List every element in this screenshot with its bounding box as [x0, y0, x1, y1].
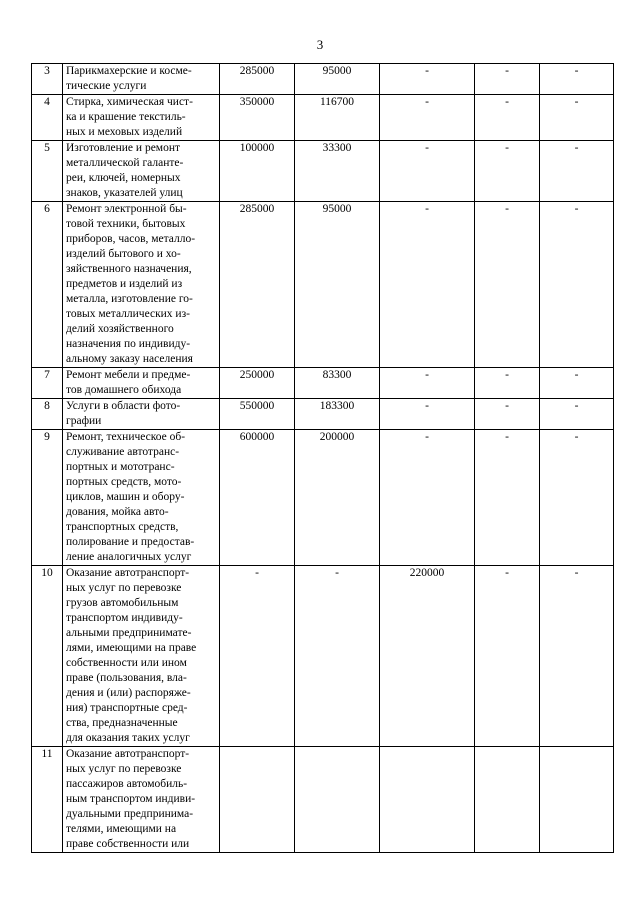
service-name-line: предметов и изделий из	[66, 278, 183, 290]
service-name-line: ление аналогичных услуг	[66, 551, 192, 563]
service-name-line: дования, мойка авто-	[66, 506, 169, 518]
service-name-cell	[63, 399, 220, 430]
service-name-line: Ремонт мебели и предме-	[66, 369, 191, 381]
service-name-line: ным транспортом индиви-	[66, 793, 196, 805]
value-cell-v2: 33300	[295, 141, 380, 202]
table-row	[32, 141, 614, 202]
service-name-line: Ремонт, техническое об-	[66, 431, 186, 443]
value-cell-v2: 83300	[295, 368, 380, 399]
value-cell-v2	[295, 747, 380, 853]
row-number: 10	[32, 566, 63, 747]
service-name-line: пассажиров автомобиль-	[66, 778, 188, 790]
table-row	[32, 202, 614, 368]
service-name-line: графии	[66, 415, 102, 427]
service-name-line: Ремонт электронной бы-	[66, 203, 187, 215]
value-cell-v3: -	[380, 202, 475, 368]
service-name-line: альному заказу населения	[66, 353, 193, 365]
row-number: 7	[32, 368, 63, 399]
service-name-cell	[63, 747, 220, 853]
service-name-line: альными предпринимате-	[66, 627, 192, 639]
row-number: 8	[32, 399, 63, 430]
value-cell-v3: -	[380, 399, 475, 430]
value-cell-v4: -	[475, 399, 540, 430]
service-name-line: портных и мототранс-	[66, 461, 175, 473]
service-name-line: дуальными предпринима-	[66, 808, 194, 820]
service-name-line: полирование и предостав-	[66, 536, 195, 548]
value-cell-v5: -	[540, 368, 614, 399]
value-cell-v1	[220, 747, 295, 853]
service-name-line: тов домашнего обихода	[66, 384, 182, 396]
value-cell-v5: -	[540, 399, 614, 430]
page-number: 3	[316, 37, 324, 52]
value-cell-v3: -	[380, 95, 475, 141]
service-name-line: Услуги в области фото-	[66, 400, 181, 412]
value-cell-v1: -	[220, 566, 295, 747]
row-number: 9	[32, 430, 63, 566]
value-cell-v3	[380, 747, 475, 853]
service-name-line: делий хозяйственного	[66, 323, 174, 335]
table-row	[32, 64, 614, 95]
value-cell-v4	[475, 747, 540, 853]
service-name-line: Парикмахерские и космe-	[66, 65, 192, 77]
value-cell-v3: -	[380, 368, 475, 399]
service-name-line: назначения по индивиду-	[66, 338, 191, 350]
value-cell-v4: -	[475, 368, 540, 399]
value-cell-v1: 285000	[220, 64, 295, 95]
service-name-line: знаков, указателей улиц	[66, 187, 183, 199]
service-name-line: грузов автомобильным	[66, 597, 179, 609]
table-row	[32, 430, 614, 566]
service-name-line: металла, изготовление го-	[66, 293, 193, 305]
table-row	[32, 747, 614, 853]
service-name-line: приборов, часов, металло-	[66, 233, 196, 245]
service-name-line: изделий бытового и хо-	[66, 248, 181, 260]
value-cell-v2: 95000	[295, 64, 380, 95]
table-row	[32, 566, 614, 747]
value-cell-v5: -	[540, 64, 614, 95]
value-cell-v4: -	[475, 64, 540, 95]
service-name-line: ка и крашение текстиль-	[66, 111, 186, 123]
service-name-line: дения и (или) распоряже-	[66, 687, 191, 699]
value-cell-v3: 220000	[380, 566, 475, 747]
service-name-cell	[63, 368, 220, 399]
service-name-line: для оказания таких услуг	[66, 732, 190, 744]
service-name-line: реи, ключей, номерных	[66, 172, 181, 184]
value-cell-v5: -	[540, 141, 614, 202]
table-row	[32, 368, 614, 399]
value-cell-v1: 600000	[220, 430, 295, 566]
value-cell-v3: -	[380, 141, 475, 202]
service-name-line: металлической галанте-	[66, 157, 184, 169]
service-name-line: ных и меховых изделий	[66, 126, 183, 138]
value-cell-v5: -	[540, 202, 614, 368]
service-name-line: портных средств, мото-	[66, 476, 182, 488]
value-cell-v1: 285000	[220, 202, 295, 368]
value-cell-v2: 95000	[295, 202, 380, 368]
value-cell-v4: -	[475, 566, 540, 747]
value-cell-v1: 350000	[220, 95, 295, 141]
service-name-line: транспортом индивиду-	[66, 612, 183, 624]
service-name-line: собственности или ином	[66, 657, 187, 669]
service-name-line: ния) транспортные сред-	[66, 702, 188, 714]
service-name-line: лями, имеющими на праве	[66, 642, 197, 654]
service-name-line: товых металлических из-	[66, 308, 190, 320]
service-name-line: зяйственного назначения,	[66, 263, 192, 275]
service-name-line: товой техники, бытовых	[66, 218, 186, 230]
value-cell-v1: 250000	[220, 368, 295, 399]
service-name-line: Оказание автотранспорт-	[66, 567, 190, 579]
value-cell-v5: -	[540, 95, 614, 141]
service-name-line: Оказание автотранспорт-	[66, 748, 190, 760]
service-name-line: служивание автотранс-	[66, 446, 180, 458]
table-row	[32, 399, 614, 430]
table-row	[32, 95, 614, 141]
service-name-line: Изготовление и ремонт	[66, 142, 181, 154]
value-cell-v4: -	[475, 141, 540, 202]
value-cell-v4: -	[475, 430, 540, 566]
value-cell-v2: -	[295, 566, 380, 747]
value-cell-v1: 550000	[220, 399, 295, 430]
value-cell-v4: -	[475, 95, 540, 141]
service-name-line: тические услуги	[66, 80, 147, 92]
service-name-line: ных услуг по перевозке	[66, 763, 182, 775]
value-cell-v3: -	[380, 64, 475, 95]
value-cell-v4: -	[475, 202, 540, 368]
service-name-cell	[63, 141, 220, 202]
service-name-line: праве собственности или	[66, 838, 190, 850]
value-cell-v5: -	[540, 430, 614, 566]
service-name-line: циклов, машин и обору-	[66, 491, 185, 503]
row-number: 4	[32, 95, 63, 141]
service-name-cell	[63, 95, 220, 141]
service-name-line: Стирка, химическая чист-	[66, 96, 193, 108]
service-name-cell	[63, 566, 220, 747]
row-number: 3	[32, 64, 63, 95]
row-number: 6	[32, 202, 63, 368]
service-name-cell	[63, 202, 220, 368]
value-cell-v2: 116700	[295, 95, 380, 141]
services-table	[31, 63, 614, 853]
service-name-line: телями, имеющими на	[66, 823, 177, 835]
value-cell-v5: -	[540, 566, 614, 747]
row-number: 11	[32, 747, 63, 853]
value-cell-v2: 200000	[295, 430, 380, 566]
service-name-line: ства, предназначенные	[66, 717, 178, 729]
value-cell-v5	[540, 747, 614, 853]
service-name-line: ных услуг по перевозке	[66, 582, 182, 594]
service-name-line: праве (пользования, вла-	[66, 672, 187, 684]
value-cell-v2: 183300	[295, 399, 380, 430]
service-name-cell	[63, 64, 220, 95]
table-body	[32, 64, 614, 853]
row-number: 5	[32, 141, 63, 202]
service-name-cell	[63, 430, 220, 566]
service-name-line: транспортных средств,	[66, 521, 179, 533]
value-cell-v1: 100000	[220, 141, 295, 202]
value-cell-v3: -	[380, 430, 475, 566]
